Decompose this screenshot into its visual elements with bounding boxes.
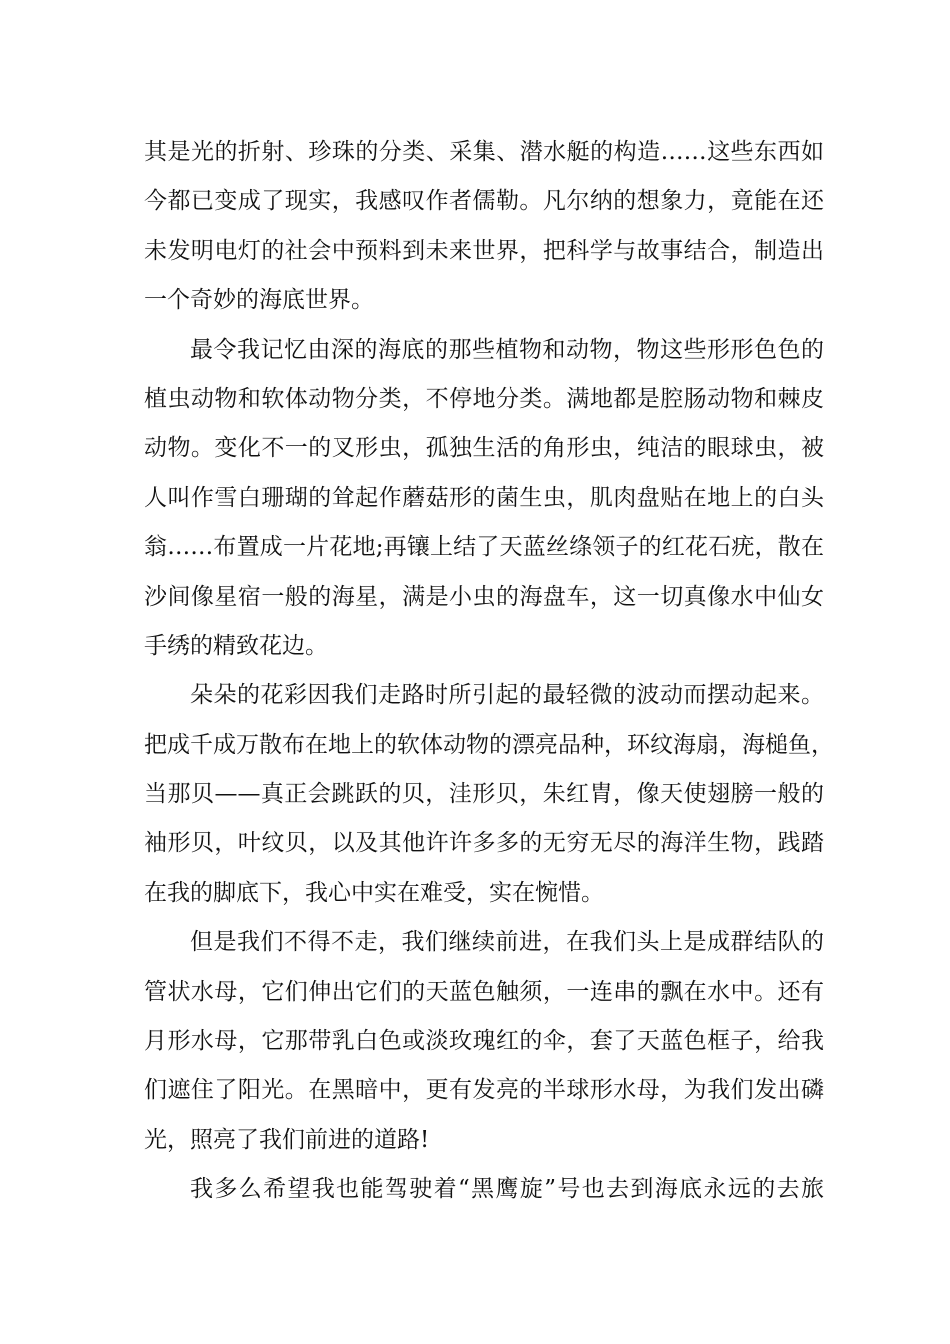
text-line: 其是光的折射、珍珠的分类、采集、潜水艇的构造……这些东西如: [144, 139, 824, 165]
text-line: 光，照亮了我们前进的道路!: [144, 1126, 430, 1153]
text-line: 一个奇妙的海底世界。: [144, 287, 374, 314]
text-line: 手绣的精致花边。: [144, 632, 328, 659]
text-line: 把成千成万散布在地上的软体动物的漂亮品种，环纹海扇，海槌鱼，: [144, 731, 834, 758]
text-line: 动物。变化不一的叉形虫，孤独生活的角形虫，纯洁的眼球虫，被: [144, 435, 824, 462]
text-line: 们遮住了阳光。在黑暗中，更有发亮的半球形水母，为我们发出磷: [144, 1077, 824, 1104]
text-line: 最令我记忆由深的海底的那些植物和动物，物这些形形色色的: [190, 336, 824, 363]
text-line: 人叫作雪白珊瑚的耸起作蘑菇形的菌生虫，肌肉盘贴在地上的白头: [144, 484, 824, 511]
text-line: 管状水母，它们伸出它们的天蓝色触须，一连串的飘在水中。还有: [144, 978, 824, 1005]
text-line: 但是我们不得不走，我们继续前进，在我们头上是成群结队的: [190, 929, 824, 956]
text-line: 沙间像星宿一般的海星，满是小虫的海盘车，这一切真像水中仙女: [144, 583, 824, 610]
document-body: [144, 128, 834, 1215]
text-line: 袖形贝，叶纹贝，以及其他许许多多的无穷无尽的海洋生物，践踏: [144, 830, 824, 857]
paragraph-3: [144, 671, 834, 918]
text-line: 翁……布置成一片花地;再镶上结了天蓝丝绦领子的红花石疣，散在: [144, 534, 824, 561]
text-line: 当那贝——真正会跳跃的贝，洼形贝，朱红胄，像天使翅膀一般的: [144, 781, 824, 808]
text-line: 在我的脚底下，我心中实在难受，实在惋惜。: [144, 879, 604, 906]
text-line: 未发明电灯的社会中预料到未来世界，把科学与故事结合，制造出: [144, 237, 824, 264]
paragraph-4: [144, 918, 824, 1165]
paragraph-5: [144, 1165, 824, 1214]
text-line: 今都已变成了现实，我感叹作者儒勒。凡尔纳的想象力，竟能在还: [144, 188, 824, 215]
text-line: 月形水母，它那带乳白色或淡玫瑰红的伞，套了天蓝色框子，给我: [144, 1028, 824, 1055]
paragraph-1: [144, 128, 824, 326]
text-line: 我多么希望我也能驾驶着“黑鹰旋”号也去到海底永远的去旅: [190, 1176, 824, 1203]
paragraph-2: [144, 326, 824, 672]
text-line: 植虫动物和软体动物分类，不停地分类。满地都是腔肠动物和棘皮: [144, 385, 824, 412]
text-line: 朵朵的花彩因我们走路时所引起的最轻微的波动而摆动起来。: [190, 682, 824, 709]
